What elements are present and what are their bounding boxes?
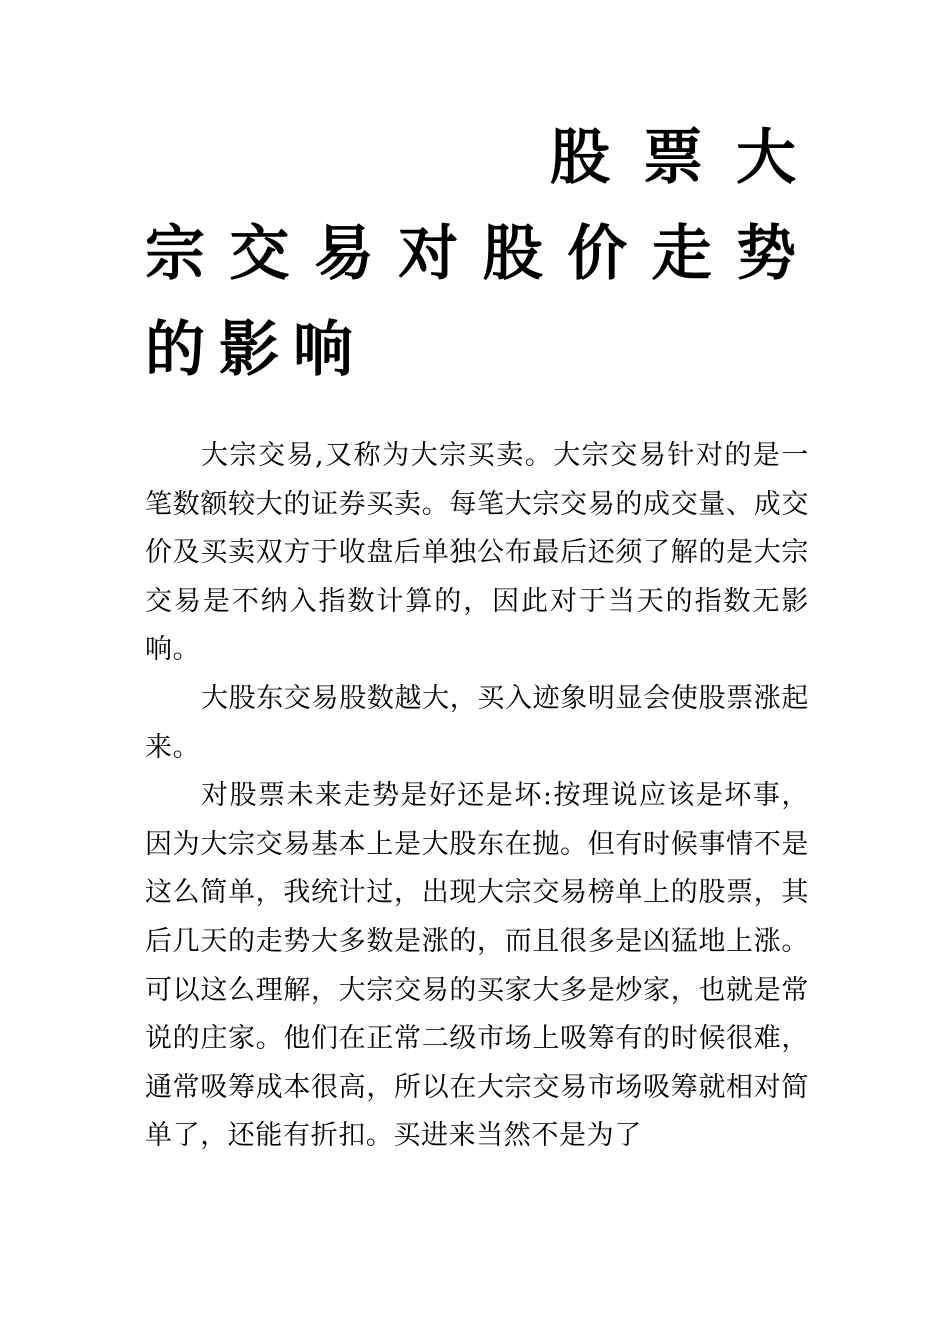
paragraph-1: 大宗交易,又称为大宗买卖。大宗交易针对的是一笔数额较大的证券买卖。每笔大宗交易的成交量、成交价及买卖双方于收盘后单独公布最后还须了解的是大宗交易是不纳入指数计算的，因此对于当天的指数无影响。 bbox=[145, 440, 809, 666]
document-title: 股票大宗交易对股价走势的影响 bbox=[145, 123, 810, 385]
document-body bbox=[145, 432, 809, 1161]
paragraph-2: 大股东交易股数越大，买入迹象明显会使股票涨起来。 bbox=[145, 682, 809, 763]
paragraph-3: 对股票未来走势是好还是坏:按理说应该是坏事，因为大宗交易基本上是大股东在抛。但有时候事情不是这么简单，我统计过，出现大宗交易榜单上的股票，其后几天的走势大多数是涨的，而且很多是凶猛地上涨。可以这么理解，大宗交易的买家大多是炒家，也就是常说的庄家。他们在正常二级市场上吸筹有的时候很难，通常吸筹成本很高，所以在大宗交易市场吸筹就相对简单了，还能有折扣。买进来当然不是为了 bbox=[145, 780, 809, 1152]
